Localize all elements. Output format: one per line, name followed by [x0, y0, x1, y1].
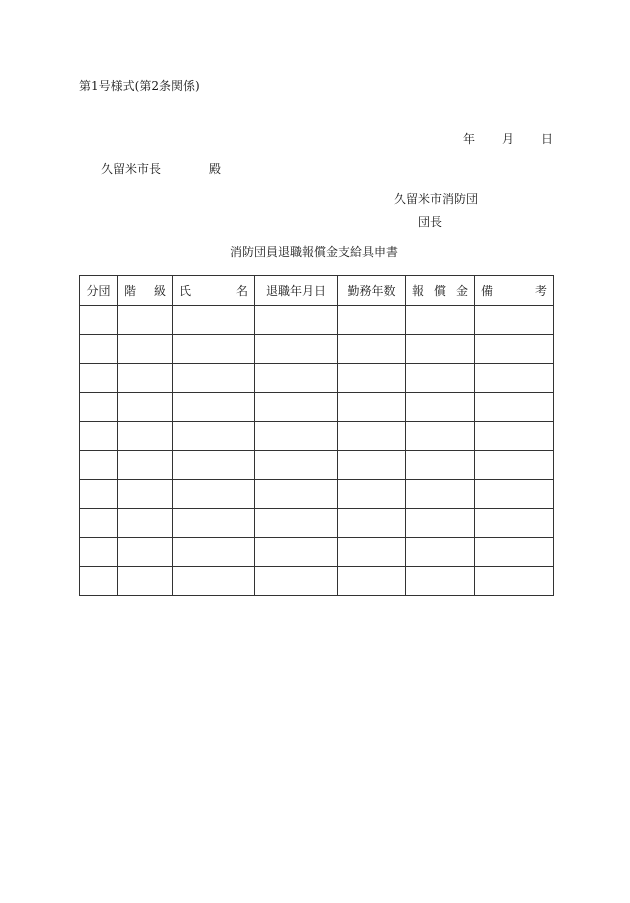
cell-rank: [118, 393, 173, 422]
cell-retirement-date: [255, 567, 338, 596]
cell-retirement-date: [255, 335, 338, 364]
header-rank-part-1: 階: [124, 284, 137, 298]
cell-name: [173, 306, 255, 335]
cell-remarks: [475, 480, 554, 509]
cell-division: [80, 567, 118, 596]
cell-remarks: [475, 538, 554, 567]
cell-years-of-service: [338, 480, 406, 509]
cell-division: [80, 364, 118, 393]
cell-rank: [118, 567, 173, 596]
cell-retirement-date: [255, 393, 338, 422]
document-title: 消防団員退職報償金支給具申書: [230, 245, 399, 259]
cell-name: [173, 364, 255, 393]
cell-rank: [118, 422, 173, 451]
cell-reward: [406, 422, 475, 451]
cell-reward: [406, 509, 475, 538]
cell-name: [173, 480, 255, 509]
header-years-of-service-label: 勤務年数: [347, 284, 396, 298]
cell-reward: [406, 567, 475, 596]
table-row: [80, 451, 554, 480]
header-division-label: 分団: [86, 284, 111, 298]
table-row: [80, 335, 554, 364]
table-row: [80, 538, 554, 567]
table-row: [80, 364, 554, 393]
cell-years-of-service: [338, 364, 406, 393]
cell-remarks: [475, 422, 554, 451]
table-row: [80, 393, 554, 422]
cell-rank: [118, 538, 173, 567]
cell-remarks: [475, 567, 554, 596]
cell-retirement-date: [255, 480, 338, 509]
cell-retirement-date: [255, 306, 338, 335]
sender-organization: 久留米市消防団: [394, 192, 479, 206]
header-reward: [406, 276, 475, 306]
cell-years-of-service: [338, 306, 406, 335]
cell-years-of-service: [338, 451, 406, 480]
cell-retirement-date: [255, 422, 338, 451]
cell-rank: [118, 509, 173, 538]
application-table: [79, 275, 554, 596]
cell-remarks: [475, 393, 554, 422]
table-row: [80, 567, 554, 596]
cell-retirement-date: [255, 509, 338, 538]
header-name: [173, 276, 255, 306]
cell-reward: [406, 306, 475, 335]
header-rank: [118, 276, 173, 306]
cell-years-of-service: [338, 567, 406, 596]
header-years-of-service: [338, 276, 406, 306]
sender-title: 団長: [418, 215, 443, 229]
cell-division: [80, 393, 118, 422]
cell-years-of-service: [338, 509, 406, 538]
cell-rank: [118, 364, 173, 393]
cell-years-of-service: [338, 538, 406, 567]
cell-name: [173, 538, 255, 567]
cell-division: [80, 335, 118, 364]
date-month-label: 月: [502, 132, 515, 146]
cell-name: [173, 451, 255, 480]
cell-years-of-service: [338, 393, 406, 422]
header-retirement-date-label: 退職年月日: [265, 284, 326, 298]
cell-division: [80, 480, 118, 509]
cell-remarks: [475, 451, 554, 480]
cell-retirement-date: [255, 538, 338, 567]
cell-reward: [406, 538, 475, 567]
cell-division: [80, 306, 118, 335]
cell-retirement-date: [255, 451, 338, 480]
cell-rank: [118, 480, 173, 509]
table-row: [80, 306, 554, 335]
table-body: [80, 306, 554, 596]
header-rank-part-2: 級: [153, 284, 166, 298]
cell-reward: [406, 335, 475, 364]
table-row: [80, 422, 554, 451]
header-retirement-date: [255, 276, 338, 306]
addressee-recipient: 久留米市長: [101, 162, 162, 176]
form-number: 第1号様式(第2条関係): [79, 79, 200, 93]
cell-years-of-service: [338, 422, 406, 451]
cell-remarks: [475, 509, 554, 538]
table-row: [80, 480, 554, 509]
date-year-label: 年: [463, 132, 476, 146]
cell-division: [80, 509, 118, 538]
cell-years-of-service: [338, 335, 406, 364]
cell-rank: [118, 306, 173, 335]
cell-rank: [118, 335, 173, 364]
header-remarks-part-1: 備: [481, 284, 494, 298]
cell-reward: [406, 451, 475, 480]
table-header-row: [80, 276, 554, 306]
addressee: [101, 163, 221, 175]
cell-name: [173, 393, 255, 422]
cell-reward: [406, 393, 475, 422]
header-name-part-2: 名: [235, 284, 248, 298]
date-day-label: 日: [541, 132, 554, 146]
cell-division: [80, 422, 118, 451]
cell-name: [173, 509, 255, 538]
cell-name: [173, 422, 255, 451]
header-remarks-part-2: 考: [534, 284, 547, 298]
cell-division: [80, 451, 118, 480]
cell-name: [173, 335, 255, 364]
cell-remarks: [475, 306, 554, 335]
cell-retirement-date: [255, 364, 338, 393]
cell-name: [173, 567, 255, 596]
table-row: [80, 509, 554, 538]
header-reward-part-1: 報: [412, 284, 425, 298]
date-line: [463, 133, 553, 145]
cell-reward: [406, 364, 475, 393]
header-name-part-1: 氏: [179, 284, 192, 298]
header-reward-part-3: 金: [455, 284, 468, 298]
addressee-honorific: 殿: [209, 162, 222, 176]
cell-division: [80, 538, 118, 567]
cell-remarks: [475, 364, 554, 393]
header-reward-part-2: 償: [433, 284, 446, 298]
cell-remarks: [475, 335, 554, 364]
header-division: [80, 276, 118, 306]
cell-reward: [406, 480, 475, 509]
header-remarks: [475, 276, 554, 306]
cell-rank: [118, 451, 173, 480]
